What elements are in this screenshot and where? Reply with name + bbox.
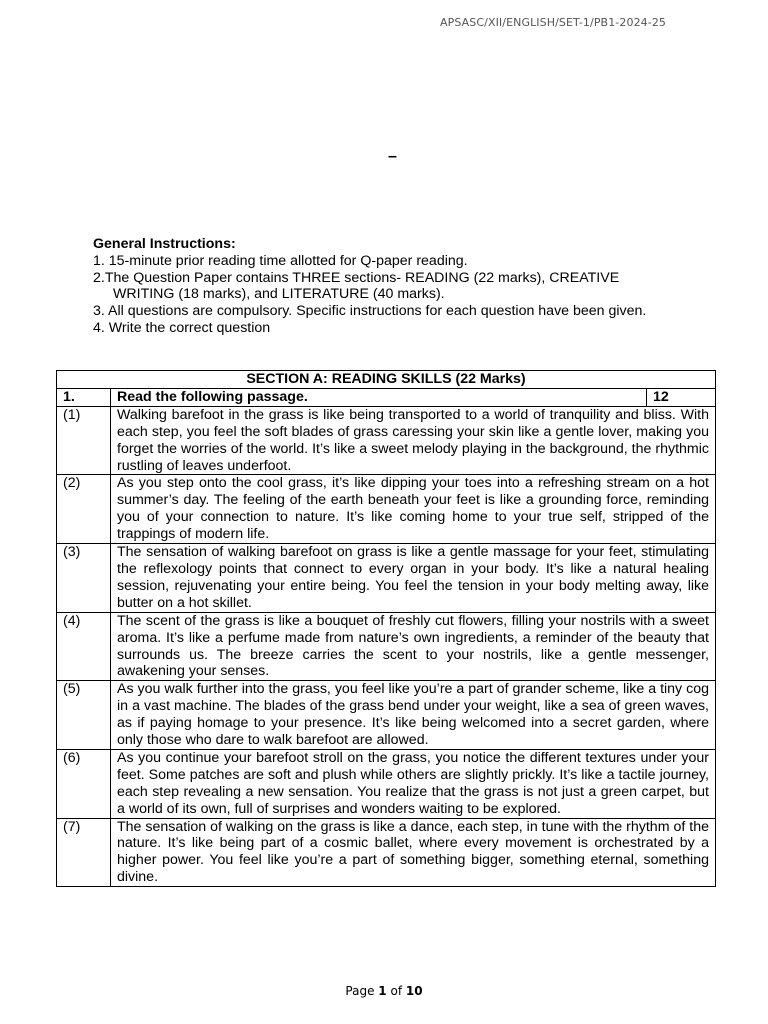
general-instructions	[93, 236, 675, 337]
paragraph-text: The sensation of walking barefoot on grass is like a gentle massage for your feet, stimulating the reflexology points that connect to every organ in your body. It’s like a natural healing session, rejuvenating your entire being. You feel the tension in your body melting away, like butter on a hot skillet.	[111, 544, 716, 613]
instruction-item: 1. 15-minute prior reading time allotted for Q-paper reading.	[93, 252, 468, 269]
paragraph-number: (2)	[57, 475, 111, 544]
page-label: Page	[345, 984, 375, 998]
document-code: APSASC/XII/ENGLISH/SET-1/PB1-2024-25	[440, 16, 667, 29]
instructions-title: General Instructions:	[93, 236, 236, 252]
question-marks: 12	[647, 388, 716, 406]
question-text: Read the following passage.	[111, 388, 647, 406]
paragraph-text: The scent of the grass is like a bouquet of freshly cut flowers, filling your nostrils with a sweet aroma. It’s like a perfume made from nature’s own ingredients, a reminder of the beauty that surrounds us. The breeze carries the scent to your nostrils, like a gentle messenger, awakening your senses.	[111, 612, 716, 681]
paragraph-text: As you walk further into the grass, you feel like you’re a part of grander scheme, like a tiny cog in a vast machine. The blades of the grass bend under your weight, like a sea of green waves, as if paying homage to your presence. It’s like being welcomed into a secret garden, where only those who dare to walk barefoot are allowed.	[111, 681, 716, 750]
page-total: 10	[405, 984, 423, 998]
question-row	[57, 388, 716, 406]
page-current: 1	[378, 984, 387, 998]
paragraph-row	[57, 749, 716, 818]
section-title: SECTION A: READING SKILLS (22 Marks)	[57, 371, 716, 389]
paragraph-row	[57, 818, 716, 887]
paragraph-text: As you step onto the cool grass, it’s like dipping your toes into a refreshing stream on a hot summer’s day. The feeling of the earth beneath your feet is like a grounding force, reminding you of your connection to nature. It’s like coming home to your true self, stripped of the trappings of modern life.	[111, 475, 716, 544]
instruction-item: 4. Write the correct question	[93, 319, 271, 336]
paragraph-number: (4)	[57, 612, 111, 681]
paragraph-text: As you continue your barefoot stroll on the grass, you notice the different textures under your feet. Some patches are soft and plush while others are slightly prickly. It’s like a tactile journey, each step revealing a new sensation. You realize that the grass is not just a green carpet, but a world of its own, full of surprises and wonders waiting to be explored.	[111, 749, 716, 818]
paragraph-number: (3)	[57, 544, 111, 613]
instruction-item: 3. All questions are compulsory. Specific instructions for each question have been given.	[93, 303, 647, 320]
page-of-label: of	[390, 984, 403, 998]
paragraph-text: Walking barefoot in the grass is like being transported to a world of tranquility and bliss. With each step, you feel the soft blades of grass caressing your skin like a gentle lover, making you forget the worries of the world. It’s like a sweet melody playing in the background, the rhythmic rustling of leaves underfoot.	[111, 406, 716, 475]
paragraph-number: (5)	[57, 681, 111, 750]
paragraph-row	[57, 544, 716, 613]
title-dash: –	[388, 148, 397, 165]
paragraph-row	[57, 406, 716, 475]
paragraph-row	[57, 475, 716, 544]
paragraph-number: (6)	[57, 749, 111, 818]
paragraph-text: The sensation of walking on the grass is like a dance, each step, in tune with the rhythm of the nature. It’s like being part of a cosmic ballet, where every movement is orchestrated by a higher power. You feel like you’re a part of something bigger, something eternal, something divine.	[111, 818, 716, 887]
instruction-item-continued: WRITING (18 marks), and LITERATURE (40 marks).	[113, 286, 445, 303]
page-footer	[0, 984, 768, 998]
reading-section-table	[56, 370, 716, 887]
instruction-item: 2.The Question Paper contains THREE sections- READING (22 marks), CREATIVE	[93, 269, 620, 286]
section-header-row	[57, 371, 716, 389]
question-number: 1.	[57, 388, 111, 406]
paragraph-row	[57, 681, 716, 750]
paragraph-number: (1)	[57, 406, 111, 475]
paragraph-row	[57, 612, 716, 681]
paragraph-number: (7)	[57, 818, 111, 887]
